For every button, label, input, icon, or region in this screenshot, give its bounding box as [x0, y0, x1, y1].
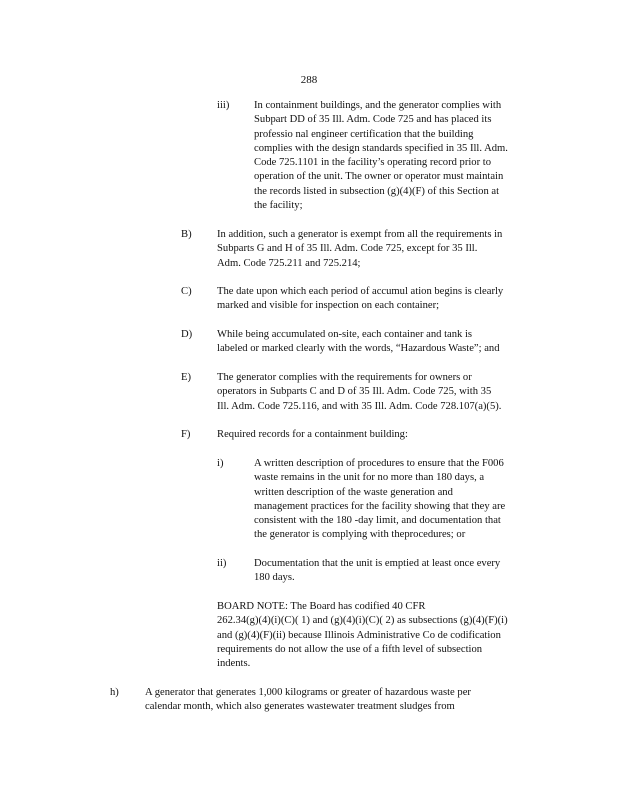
- item-text: [217, 228, 542, 271]
- item-text: [254, 99, 534, 213]
- item-text: [217, 328, 537, 357]
- text-line: management practices for the facility showing that they are: [254, 500, 506, 512]
- text-line: BOARD NOTE: The Board has codified 40 CFR: [217, 601, 426, 612]
- text-line: written description of the waste generation and: [254, 486, 453, 498]
- item-text: [145, 686, 515, 715]
- item-text: [254, 557, 536, 586]
- text-line: operators in Subparts C and D of 35 Ill. Adm. Code 725, with 35: [217, 386, 492, 398]
- item-text: [217, 285, 537, 314]
- text-line: consistent with the 180 -day limit, and documentation that: [254, 515, 501, 527]
- text-line: calendar month, which also generates wastewater treatment sludges from: [145, 701, 455, 713]
- text-line: requirements do not allow the use of a fifth level of subsection: [217, 643, 483, 655]
- text-line: complies with the design standards specified in 35 Ill. Adm.: [254, 142, 508, 154]
- text-line: In addition, such a generator is exempt from all the requirements in: [217, 229, 503, 240]
- text-line: In containment buildings, and the generator complies with: [254, 100, 502, 111]
- text-line: marked and visible for inspection on each container;: [217, 300, 440, 312]
- item-text: [217, 371, 537, 414]
- board-note: [217, 600, 537, 671]
- text-line: Ill. Adm. Code 725.116, and with 35 Ill. Adm. Code 728.107(a)(5).: [217, 400, 502, 412]
- text-line: 262.34(g)(4)(i)(C)( 1) and (g)(4)(i)(C)( 2) as subsections (g)(4)(F)(i): [217, 615, 508, 627]
- text-line: The generator complies with the requirements for owners or: [217, 372, 472, 383]
- text-line: indents.: [217, 658, 251, 670]
- text-line: Subpart DD of 35 Ill. Adm. Code 725 and has placed its: [254, 114, 492, 126]
- text-line: The date upon which each period of accumul ation begins is clearly: [217, 286, 504, 297]
- item-label: D): [181, 329, 193, 340]
- text-line: Documentation that the unit is emptied at least once every: [254, 558, 501, 569]
- text-line: Subparts G and H of 35 Ill. Adm. Code 725, except for 35 Ill.: [217, 243, 478, 255]
- item-label: h): [110, 687, 119, 698]
- text-line: 180 days.: [254, 572, 295, 584]
- text-line: A written description of procedures to ensure that the F006: [254, 458, 504, 469]
- item-label: E): [181, 372, 191, 383]
- text-line: waste remains in the unit for no more than 180 days, a: [254, 472, 485, 484]
- text-line: A generator that generates 1,000 kilograms or greater of hazardous waste per: [145, 687, 471, 698]
- text-line: the generator is complying with theprocedures; or: [254, 529, 466, 541]
- item-label: iii): [217, 100, 230, 111]
- text-line: professio nal engineer certification that the building: [254, 128, 474, 140]
- text-line: Code 725.1101 in the facility’s operating record prior to: [254, 157, 492, 169]
- text-line: labeled or marked clearly with the words, “Hazardous Waste”; and: [217, 343, 500, 355]
- item-label: C): [181, 286, 192, 297]
- text-line: and (g)(4)(F)(ii) because Illinois Administrative Co de codification: [217, 629, 501, 641]
- text-line: Required records for a containment building:: [217, 429, 408, 440]
- text-line: operation of the unit. The owner or operator must maintain: [254, 171, 504, 183]
- text-line: Adm. Code 725.211 and 725.214;: [217, 257, 361, 269]
- text-line: the facility;: [254, 200, 303, 212]
- item-label: i): [217, 458, 224, 469]
- item-label: F): [181, 429, 191, 440]
- item-label: B): [181, 229, 192, 240]
- text-line: While being accumulated on-site, each container and tank is: [217, 329, 473, 340]
- text-line: the records listed in subsection (g)(4)(F) of this Section at: [254, 185, 500, 197]
- item-text: [217, 428, 537, 442]
- item-label: ii): [217, 558, 227, 569]
- page-number: 288: [300, 74, 318, 86]
- item-text: [254, 457, 536, 543]
